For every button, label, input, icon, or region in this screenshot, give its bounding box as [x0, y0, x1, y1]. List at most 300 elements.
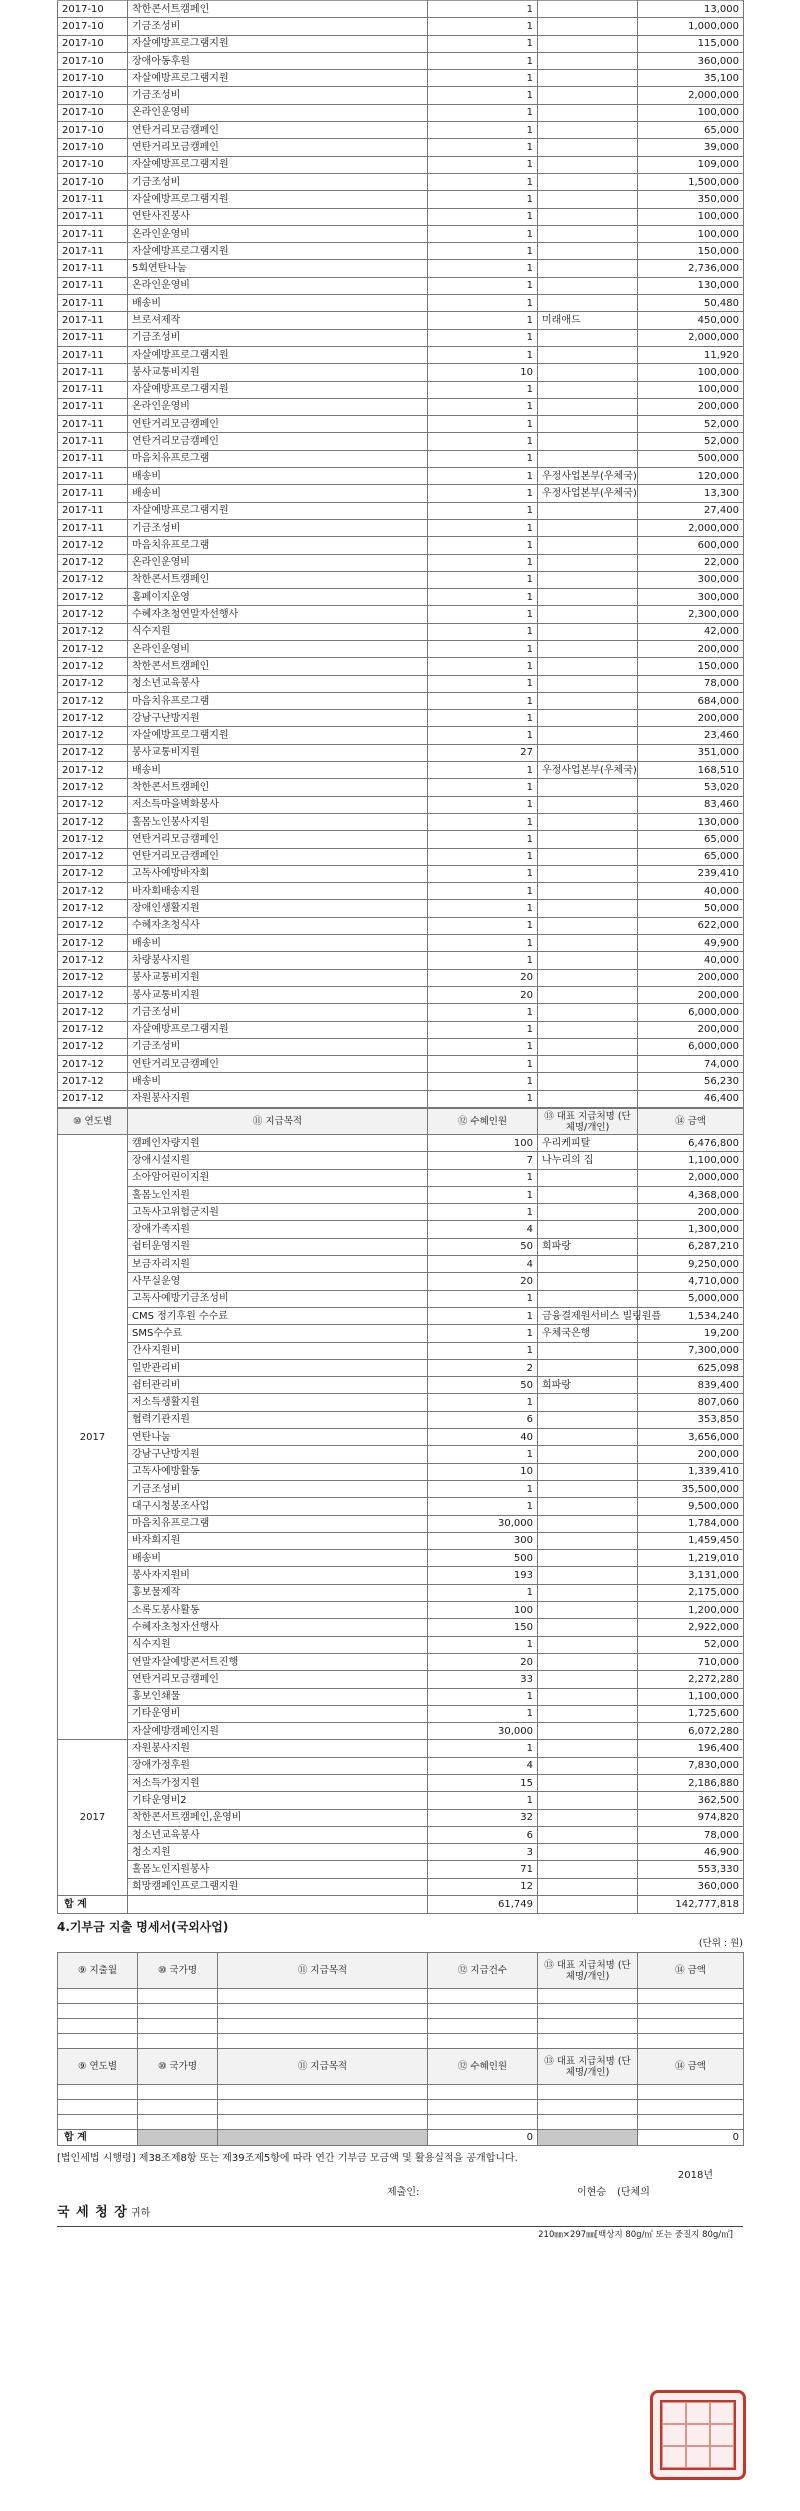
cell-amount: 52,000: [638, 416, 744, 433]
cell-count: 1: [428, 658, 538, 675]
cell-payee: [538, 1411, 638, 1428]
table-row: [58, 139, 744, 156]
table-row: [58, 1446, 744, 1463]
cell-payee: [538, 87, 638, 104]
cell-payee: [538, 1359, 638, 1376]
cell-count: 1: [428, 554, 538, 571]
table-row: [58, 623, 744, 640]
cell-payee: [538, 935, 638, 952]
os-header-payee-2: ⑬ 대표 지급처명 (단체명/개인): [538, 2049, 638, 2085]
cell-amount: 39,000: [638, 139, 744, 156]
cell-beneficiaries: 15: [428, 1774, 538, 1791]
cell-amount: 120,000: [638, 468, 744, 485]
cell-amount: 40,000: [638, 952, 744, 969]
cell-payee: [538, 416, 638, 433]
cell-amount: 9,500,000: [638, 1498, 744, 1515]
cell-purpose: 저소득마을벽화봉사: [128, 796, 428, 813]
cell-payee: [538, 554, 638, 571]
cell-count: 1: [428, 796, 538, 813]
table-row: [58, 831, 744, 848]
cell-purpose: 차량봉사지원: [128, 952, 428, 969]
cell-purpose: 기금조성비: [128, 519, 428, 536]
cell-beneficiaries: 1: [428, 1636, 538, 1653]
cell-payee: [538, 519, 638, 536]
overseas-empty-rows-b: [58, 2085, 744, 2130]
monthly-table-body: [58, 1, 744, 1108]
os-header-beneficiaries: ⑫ 수혜인원: [428, 2049, 538, 2085]
cell-month: 2017-12: [58, 623, 128, 640]
cell-beneficiaries: 4: [428, 1757, 538, 1774]
cell-count: 1: [428, 104, 538, 121]
os-header-purpose: ⑪ 지급목적: [218, 1953, 428, 1989]
cell-payee: 우체국은행: [538, 1325, 638, 1342]
cell-month: 2017-11: [58, 364, 128, 381]
cell-purpose: 홍보물제작: [128, 1584, 428, 1601]
cell-year: 2017: [58, 1740, 128, 1896]
cell-amount: 1,784,000: [638, 1515, 744, 1532]
paper-spec: 210㎜×297㎜[백상지 80g/㎡ 또는 중질지 80g/㎡]: [57, 2226, 743, 2242]
cell-amount: 200,000: [638, 986, 744, 1003]
table-row: [58, 1135, 744, 1152]
cell-purpose: 강남구난방지원: [128, 710, 428, 727]
cell-payee: [538, 623, 638, 640]
table-row: [58, 1429, 744, 1446]
cell-count: 1: [428, 485, 538, 502]
cell-payee: [538, 969, 638, 986]
cell-beneficiaries: 6: [428, 1826, 538, 1843]
cell-purpose: 봉사자지원비: [128, 1567, 428, 1584]
cell-amount: 74,000: [638, 1056, 744, 1073]
cell-count: 1: [428, 87, 538, 104]
cell-count: 27: [428, 744, 538, 761]
cell-count: 1: [428, 173, 538, 190]
cell-month: 2017-10: [58, 173, 128, 190]
cell-beneficiaries: 1: [428, 1186, 538, 1203]
cell-month: 2017-10: [58, 18, 128, 35]
cell-amount: 2,175,000: [638, 1584, 744, 1601]
cell-amount: 6,072,280: [638, 1723, 744, 1740]
cell-amount: 78,000: [638, 675, 744, 692]
cell-month: 2017-12: [58, 727, 128, 744]
table-row: [58, 346, 744, 363]
cell-month: 2017-12: [58, 589, 128, 606]
cell-purpose: 5회연탄나눔: [128, 260, 428, 277]
cell-amount: 168,510: [638, 762, 744, 779]
cell-purpose: 연탄거리모금캠페인: [128, 433, 428, 450]
cell-payee: [538, 1056, 638, 1073]
cell-count: 1: [428, 1056, 538, 1073]
cell-amount: 200,000: [638, 969, 744, 986]
overseas-header-monthly: [58, 1953, 744, 1989]
table-row: [58, 865, 744, 882]
cell-amount: 150,000: [638, 658, 744, 675]
table-row: [58, 1792, 744, 1809]
cell-purpose: 브로셔제작: [128, 312, 428, 329]
cell-purpose: 배송비: [128, 485, 428, 502]
cell-amount: 200,000: [638, 1021, 744, 1038]
cell-payee: [538, 502, 638, 519]
cell-purpose: 소록도봉사활동: [128, 1602, 428, 1619]
table-row: [58, 1584, 744, 1601]
os-total-amount: 0: [638, 2130, 744, 2146]
table-row: [58, 225, 744, 242]
cell-beneficiaries: 71: [428, 1861, 538, 1878]
cell-month: 2017-11: [58, 260, 128, 277]
cell-purpose: 자살예방프로그램지원: [128, 243, 428, 260]
cell-count: 1: [428, 692, 538, 709]
cell-count: 1: [428, 883, 538, 900]
table-row: [58, 796, 744, 813]
cell-purpose: 온라인운영비: [128, 225, 428, 242]
cell-count: 1: [428, 1021, 538, 1038]
table-row: [58, 191, 744, 208]
cell-count: 1: [428, 1090, 538, 1107]
cell-month: 2017-11: [58, 329, 128, 346]
cell-payee: [538, 208, 638, 225]
table-row: [58, 1038, 744, 1055]
cell-month: 2017-12: [58, 986, 128, 1003]
cell-payee: [538, 243, 638, 260]
cell-beneficiaries: 3: [428, 1844, 538, 1861]
cell-purpose: 바자회배송지원: [128, 883, 428, 900]
monthly-table: [57, 0, 744, 1108]
total-blank-2: [538, 1896, 638, 1914]
cell-payee: 우정사업본부(우체국): [538, 762, 638, 779]
cell-count: 1: [428, 416, 538, 433]
cell-count: 1: [428, 18, 538, 35]
cell-purpose: 연탄거리모금캠페인: [128, 122, 428, 139]
cell-payee: [538, 156, 638, 173]
cell-purpose: 기금조성비: [128, 1038, 428, 1055]
table-row: [58, 1844, 744, 1861]
cell-month: 2017-12: [58, 952, 128, 969]
cell-amount: 300,000: [638, 589, 744, 606]
cell-month: 2017-11: [58, 277, 128, 294]
cell-amount: 6,000,000: [638, 1038, 744, 1055]
cell-beneficiaries: 4: [428, 1221, 538, 1238]
cell-amount: 553,330: [638, 1861, 744, 1878]
cell-payee: [538, 70, 638, 87]
cell-amount: 1,500,000: [638, 173, 744, 190]
cell-month: 2017-12: [58, 537, 128, 554]
cell-count: 1: [428, 191, 538, 208]
cell-payee: [538, 831, 638, 848]
overseas-total-row: [58, 2130, 744, 2146]
table-row: [58, 1515, 744, 1532]
cell-amount: 2,000,000: [638, 329, 744, 346]
cell-purpose: 온라인운영비: [128, 104, 428, 121]
os-header-purpose-2: ⑪ 지급목적: [218, 2049, 428, 2085]
cell-month: 2017-11: [58, 208, 128, 225]
cell-purpose: 대구시청봉조사업: [128, 1498, 428, 1515]
cell-amount: 500,000: [638, 450, 744, 467]
cell-payee: [538, 1844, 638, 1861]
annual-table-header: [58, 1109, 744, 1135]
cell-amount: 50,480: [638, 295, 744, 312]
cell-payee: [538, 104, 638, 121]
table-row: [58, 416, 744, 433]
cell-count: 1: [428, 450, 538, 467]
cell-amount: 83,460: [638, 796, 744, 813]
cell-purpose: 수혜자초청식사: [128, 917, 428, 934]
cell-month: 2017-11: [58, 416, 128, 433]
cell-count: 1: [428, 865, 538, 882]
document-footer: [57, 2150, 743, 2242]
cell-purpose: 자살예방프로그램지원: [128, 727, 428, 744]
cell-payee: [538, 1740, 638, 1757]
table-row: [58, 364, 744, 381]
cell-amount: 353,850: [638, 1411, 744, 1428]
table-row: [58, 1671, 744, 1688]
cell-purpose: 연탄거리모금캠페인: [128, 416, 428, 433]
cell-purpose: 홀몸노인지원봉사: [128, 1861, 428, 1878]
cell-payee: [538, 1688, 638, 1705]
table-row: [58, 1989, 744, 2004]
table-row: [58, 1636, 744, 1653]
cell-purpose: 보금자리지원: [128, 1256, 428, 1273]
cell-purpose: 자살예방프로그램지원: [128, 346, 428, 363]
cell-purpose: 연탄거리모금캠페인: [128, 831, 428, 848]
cell-payee: [538, 1446, 638, 1463]
cell-purpose: 저소득생활지원: [128, 1394, 428, 1411]
cell-amount: 52,000: [638, 433, 744, 450]
table-row: [58, 398, 744, 415]
cell-purpose: 강남구난방지원: [128, 1446, 428, 1463]
table-row: [58, 692, 744, 709]
cell-count: 1: [428, 398, 538, 415]
cell-payee: 우정사업본부(우체국): [538, 485, 638, 502]
cell-payee: [538, 173, 638, 190]
table-row: [58, 2019, 744, 2034]
table-row: [58, 1290, 744, 1307]
cell-beneficiaries: 1: [428, 1290, 538, 1307]
cell-payee: 우정사업본부(우체국): [538, 468, 638, 485]
cell-amount: 2,272,280: [638, 1671, 744, 1688]
cell-amount: 13,300: [638, 485, 744, 502]
cell-payee: [538, 589, 638, 606]
recipient-line: [57, 2202, 743, 2224]
cell-payee: [538, 1090, 638, 1107]
table-row: [58, 1567, 744, 1584]
cell-payee: [538, 52, 638, 69]
cell-payee: [538, 398, 638, 415]
cell-payee: [538, 1723, 638, 1740]
table-row: [58, 519, 744, 536]
cell-amount: 65,000: [638, 831, 744, 848]
table-row: [58, 243, 744, 260]
cell-month: 2017-12: [58, 865, 128, 882]
cell-count: 1: [428, 640, 538, 657]
cell-purpose: 쉼터운영지원: [128, 1238, 428, 1255]
submitter-note: (단체의: [617, 2187, 650, 2199]
cell-count: 20: [428, 986, 538, 1003]
table-row: [58, 1004, 744, 1021]
cell-purpose: 청소지원: [128, 1844, 428, 1861]
cell-amount: 1,100,000: [638, 1152, 744, 1169]
cell-amount: 27,400: [638, 502, 744, 519]
cell-month: 2017-10: [58, 1, 128, 18]
cell-month: 2017-12: [58, 675, 128, 692]
cell-beneficiaries: 30,000: [428, 1723, 538, 1740]
cell-amount: 350,000: [638, 191, 744, 208]
cell-count: 1: [428, 813, 538, 830]
cell-amount: 196,400: [638, 1740, 744, 1757]
cell-month: 2017-11: [58, 450, 128, 467]
cell-purpose: 착한콘서트캠페인: [128, 571, 428, 588]
cell-count: 1: [428, 295, 538, 312]
header-amount: ⑭ 금액: [638, 1109, 744, 1135]
cell-beneficiaries: 10: [428, 1463, 538, 1480]
cell-purpose: 기금조성비: [128, 329, 428, 346]
cell-month: 2017-11: [58, 433, 128, 450]
table-row: [58, 1550, 744, 1567]
law-notice: [법인세법 시행령] 제38조제8항 또는 제39조제5항에 따라 연간 기부금 모금액 및 활용실적을 공개합니다.: [57, 2153, 518, 2165]
table-row: [58, 883, 744, 900]
cell-purpose: 착한콘서트캠페인: [128, 779, 428, 796]
annual-table-body-a: [58, 1135, 744, 1740]
table-row: [58, 260, 744, 277]
cell-payee: [538, 813, 638, 830]
cell-month: 2017-11: [58, 468, 128, 485]
header-beneficiaries: ⑫ 수혜인원: [428, 1109, 538, 1135]
cell-amount: 9,250,000: [638, 1256, 744, 1273]
cell-purpose: 자살예방프로그램지원: [128, 35, 428, 52]
cell-month: 2017-12: [58, 917, 128, 934]
cell-purpose: 자살예방프로그램지원: [128, 381, 428, 398]
cell-count: 1: [428, 122, 538, 139]
os-header-amount: ⑭ 금액: [638, 1953, 744, 1989]
cell-amount: 100,000: [638, 225, 744, 242]
cell-amount: 35,500,000: [638, 1480, 744, 1497]
cell-amount: 4,368,000: [638, 1186, 744, 1203]
cell-purpose: 배송비: [128, 1073, 428, 1090]
cell-amount: 1,534,240: [638, 1307, 744, 1324]
cell-amount: 53,020: [638, 779, 744, 796]
table-row: [58, 1723, 744, 1740]
table-row: [58, 1, 744, 18]
cell-purpose: 식수지원: [128, 1636, 428, 1653]
table-row: [58, 122, 744, 139]
cell-purpose: 장애시설지원: [128, 1152, 428, 1169]
cell-beneficiaries: 1: [428, 1688, 538, 1705]
cell-payee: [538, 986, 638, 1003]
cell-count: 1: [428, 917, 538, 934]
cell-purpose: 배송비: [128, 295, 428, 312]
cell-purpose: 연탄거리모금캠페인: [128, 1056, 428, 1073]
cell-payee: [538, 139, 638, 156]
cell-month: 2017-12: [58, 640, 128, 657]
cell-purpose: 온라인운영비: [128, 277, 428, 294]
cell-purpose: 연탄나눔: [128, 1429, 428, 1446]
cell-payee: [538, 346, 638, 363]
cell-beneficiaries: 20: [428, 1273, 538, 1290]
table-row: [58, 1809, 744, 1826]
cell-payee: [538, 1878, 638, 1895]
table-row: [58, 1688, 744, 1705]
cell-amount: 40,000: [638, 883, 744, 900]
table-row: [58, 295, 744, 312]
table-row: [58, 70, 744, 87]
cell-count: 1: [428, 156, 538, 173]
cell-beneficiaries: 20: [428, 1653, 538, 1670]
cell-payee: [538, 433, 638, 450]
cell-purpose: SMS수수료: [128, 1325, 428, 1342]
table-row: [58, 935, 744, 952]
table-row: [58, 848, 744, 865]
cell-payee: [538, 1757, 638, 1774]
cell-count: 1: [428, 935, 538, 952]
cell-amount: 42,000: [638, 623, 744, 640]
cell-month: 2017-10: [58, 139, 128, 156]
cell-count: 1: [428, 277, 538, 294]
cell-month: 2017-12: [58, 848, 128, 865]
cell-payee: [538, 295, 638, 312]
cell-purpose: 기금조성비: [128, 1004, 428, 1021]
cell-payee: [538, 1480, 638, 1497]
cell-month: 2017-11: [58, 243, 128, 260]
table-row: [58, 1021, 744, 1038]
cell-purpose: 연탄거리모금캠페인: [128, 848, 428, 865]
submission-date: 2018년: [677, 2170, 713, 2182]
cell-beneficiaries: 300: [428, 1532, 538, 1549]
cell-amount: 710,000: [638, 1653, 744, 1670]
cell-purpose: 소아암어린이지원: [128, 1169, 428, 1186]
cell-amount: 35,100: [638, 70, 744, 87]
cell-amount: 49,900: [638, 935, 744, 952]
table-row: [58, 2100, 744, 2115]
cell-purpose: 일반관리비: [128, 1359, 428, 1376]
cell-beneficiaries: 32: [428, 1809, 538, 1826]
cell-beneficiaries: 1: [428, 1446, 538, 1463]
cell-beneficiaries: 50: [428, 1238, 538, 1255]
header-purpose: ⑪ 지급목적: [128, 1109, 428, 1135]
cell-month: 2017-12: [58, 658, 128, 675]
cell-amount: 65,000: [638, 848, 744, 865]
table-row: [58, 468, 744, 485]
table-row: [58, 1480, 744, 1497]
table-row: [58, 813, 744, 830]
table-row: [58, 675, 744, 692]
cell-purpose: 바자회지원: [128, 1532, 428, 1549]
cell-payee: [538, 537, 638, 554]
cell-amount: 200,000: [638, 1446, 744, 1463]
cell-purpose: 마음치유프로그램: [128, 537, 428, 554]
cell-payee: [538, 744, 638, 761]
cell-month: 2017-11: [58, 295, 128, 312]
table-row: [58, 277, 744, 294]
cell-month: 2017-12: [58, 831, 128, 848]
cell-month: 2017-12: [58, 606, 128, 623]
cell-month: 2017-10: [58, 35, 128, 52]
total-count: 61,749: [428, 1896, 538, 1914]
table-row: [58, 2034, 744, 2049]
cell-payee: [538, 191, 638, 208]
recipient-suffix: 귀하: [131, 2208, 151, 2220]
table-row: [58, 658, 744, 675]
cell-payee: 희파랑: [538, 1238, 638, 1255]
table-row: [58, 1532, 744, 1549]
cell-purpose: 청소년교육봉사: [128, 1826, 428, 1843]
cell-payee: [538, 1463, 638, 1480]
cell-month: 2017-12: [58, 554, 128, 571]
cell-month: 2017-11: [58, 398, 128, 415]
cell-beneficiaries: 50: [428, 1377, 538, 1394]
cell-purpose: 배송비: [128, 468, 428, 485]
table-row: [58, 1878, 744, 1895]
cell-count: 1: [428, 762, 538, 779]
cell-purpose: 자살예방프로그램지원: [128, 191, 428, 208]
cell-purpose: 수혜자초청연말자선행사: [128, 606, 428, 623]
